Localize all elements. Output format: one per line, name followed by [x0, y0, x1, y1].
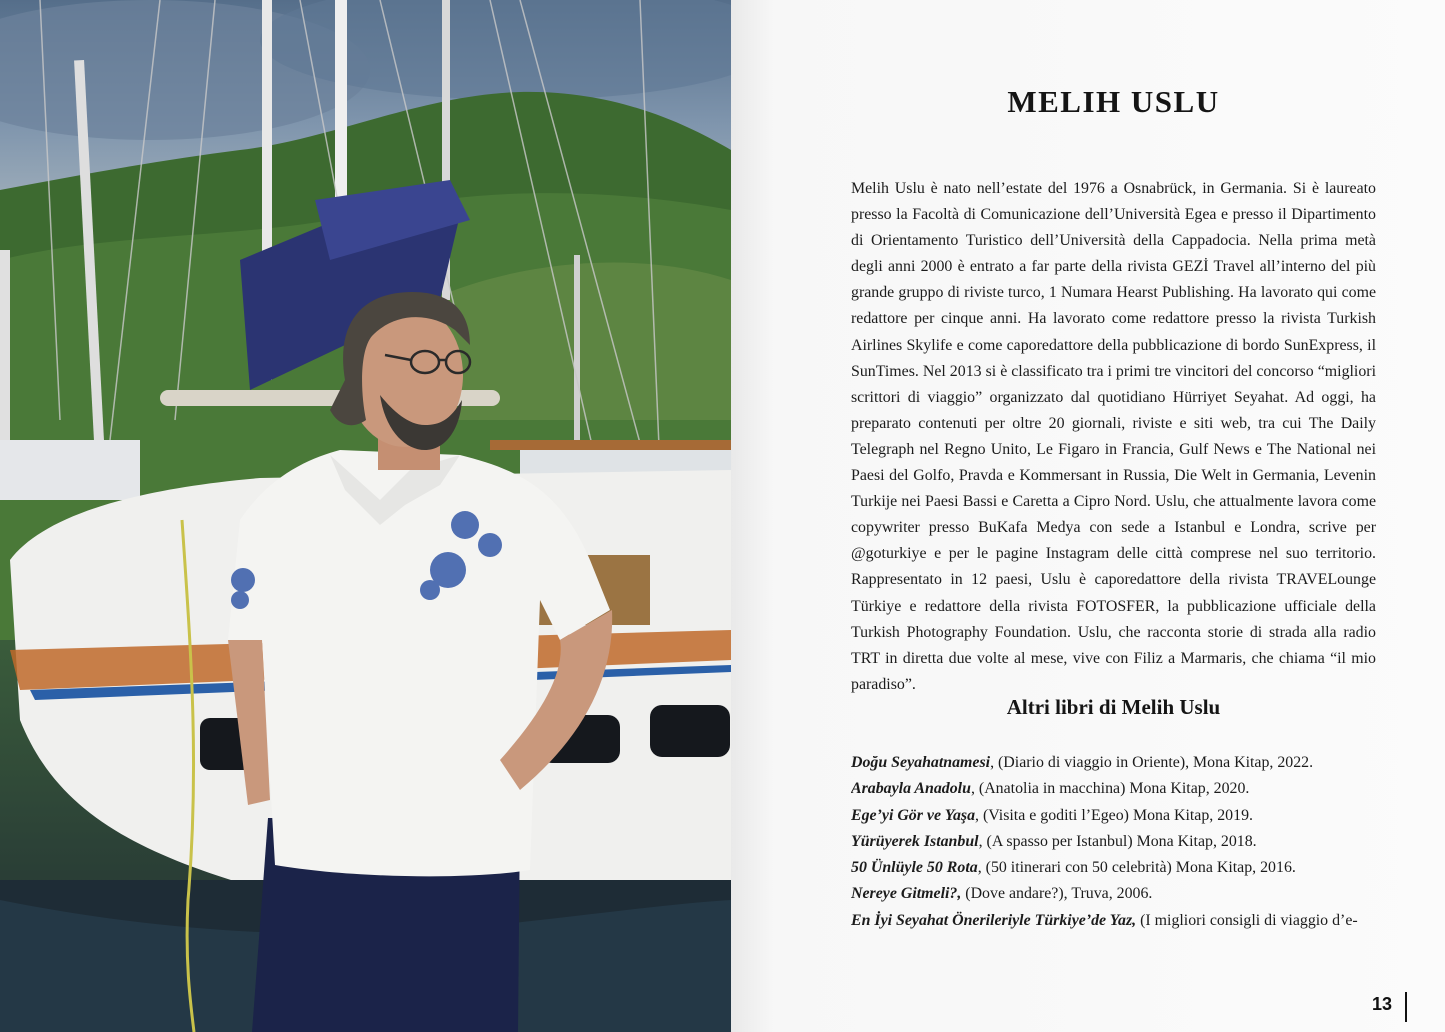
- books-heading: Altri libri di Melih Uslu: [1006, 695, 1221, 719]
- book-title: Nereye Gitmeli?,: [851, 885, 962, 903]
- book-details: (I migliori consigli di viaggio d’e-: [1136, 911, 1358, 929]
- list-item: [851, 881, 1381, 907]
- list-item: [851, 855, 1381, 881]
- page-number: 13: [1372, 994, 1393, 1014]
- list-item: [851, 803, 1381, 829]
- list-item: [851, 908, 1381, 934]
- book-details: , (50 itinerari con 50 celebrità) Mona Kitap, 2016.: [977, 859, 1296, 877]
- book-details: , (Anatolia in macchina) Mona Kitap, 2020.: [970, 780, 1250, 798]
- author-biography: Melih Uslu è nato nell’estate del 1976 a Osnabrück, in Germania. Si è laureato presso la Facoltà di Comunicazione dell’Università Egea e presso il Dipartimento di Orientamento Turistico dell’Università della Cappadocia. Nella prima metà degli anni 2000 è entrato a far parte della rivista GEZİ Travel all’interno del più grande gruppo di riviste turco, 1 Numara Hearst Publishing. Ha lavorato qui come redattore per cinque anni. Ha lavorato come redattore presso la rivista Turkish Airlines Skylife e come caporedattore della pubblicazione di bordo SunExpress, il SunTimes. Nel 2013 si è classificato tra i primi tre vincitori del concorso “migliori scrittori di viaggio” organizzato dal quotidiano Hürriyet Seyahat. Ad oggi, ha preparato contenuti per oltre 20 giornali, riviste e siti web, tra cui The Daily Telegraph nel Regno Unito, Le Figaro in Francia, Gulf News e The National nei Paesi del Golfo, Pravda e Kommersant in Russia, Die Welt in Germania, Levenin Turkije nei Paesi Bassi e Caretta a Cipro Nord. Uslu, che attualmente lavora come copywriter presso BuKafa Medya con sede a Istanbul e Londra, scrive per @goturkiye e per le pagine Instagram delle città comprese nel suo territorio. Rappresentato in 12 paesi, Uslu è caporedattore della rivista TRAVELounge Türkiye e redattore della rivista FOTOSFER, la pubblicazione ufficiale della Turkish Photography Foundation. Uslu, che racconta storie di strada alla radio TRT in diretta due volte al mese, vive con Filiz a Marmaris, che chiama “il mio paradiso”.: [851, 180, 1376, 693]
- book-details: , (A spasso per Istanbul) Mona Kitap, 2018.: [978, 832, 1257, 850]
- list-item: [851, 750, 1381, 776]
- book-title: Ege’yi Gör ve Yaşa: [851, 806, 976, 824]
- list-item: [851, 776, 1381, 802]
- book-title: En İyi Seyahat Önerileriyle Türkiye’de Yaz,: [851, 911, 1137, 929]
- book-details: , (Visita e goditi l’Egeo) Mona Kitap, 2019.: [975, 806, 1253, 824]
- book-details: (Dove andare?), Truva, 2006.: [961, 885, 1153, 903]
- book-title: 50 Ünlüyle 50 Rota: [851, 859, 978, 877]
- page-title: MELIH USLU: [1007, 84, 1220, 119]
- book-title: Doğu Seyahatnamesi: [851, 754, 991, 771]
- page-number-rule: [1405, 992, 1407, 1022]
- list-item: [851, 829, 1381, 855]
- book-details: , (Diario di viaggio in Oriente), Mona Kitap, 2022.: [990, 754, 1314, 771]
- book-title: Yürüyerek Istanbul: [851, 832, 979, 850]
- book-list: [851, 750, 1381, 934]
- book-title: Arabayla Anadolu: [851, 780, 971, 798]
